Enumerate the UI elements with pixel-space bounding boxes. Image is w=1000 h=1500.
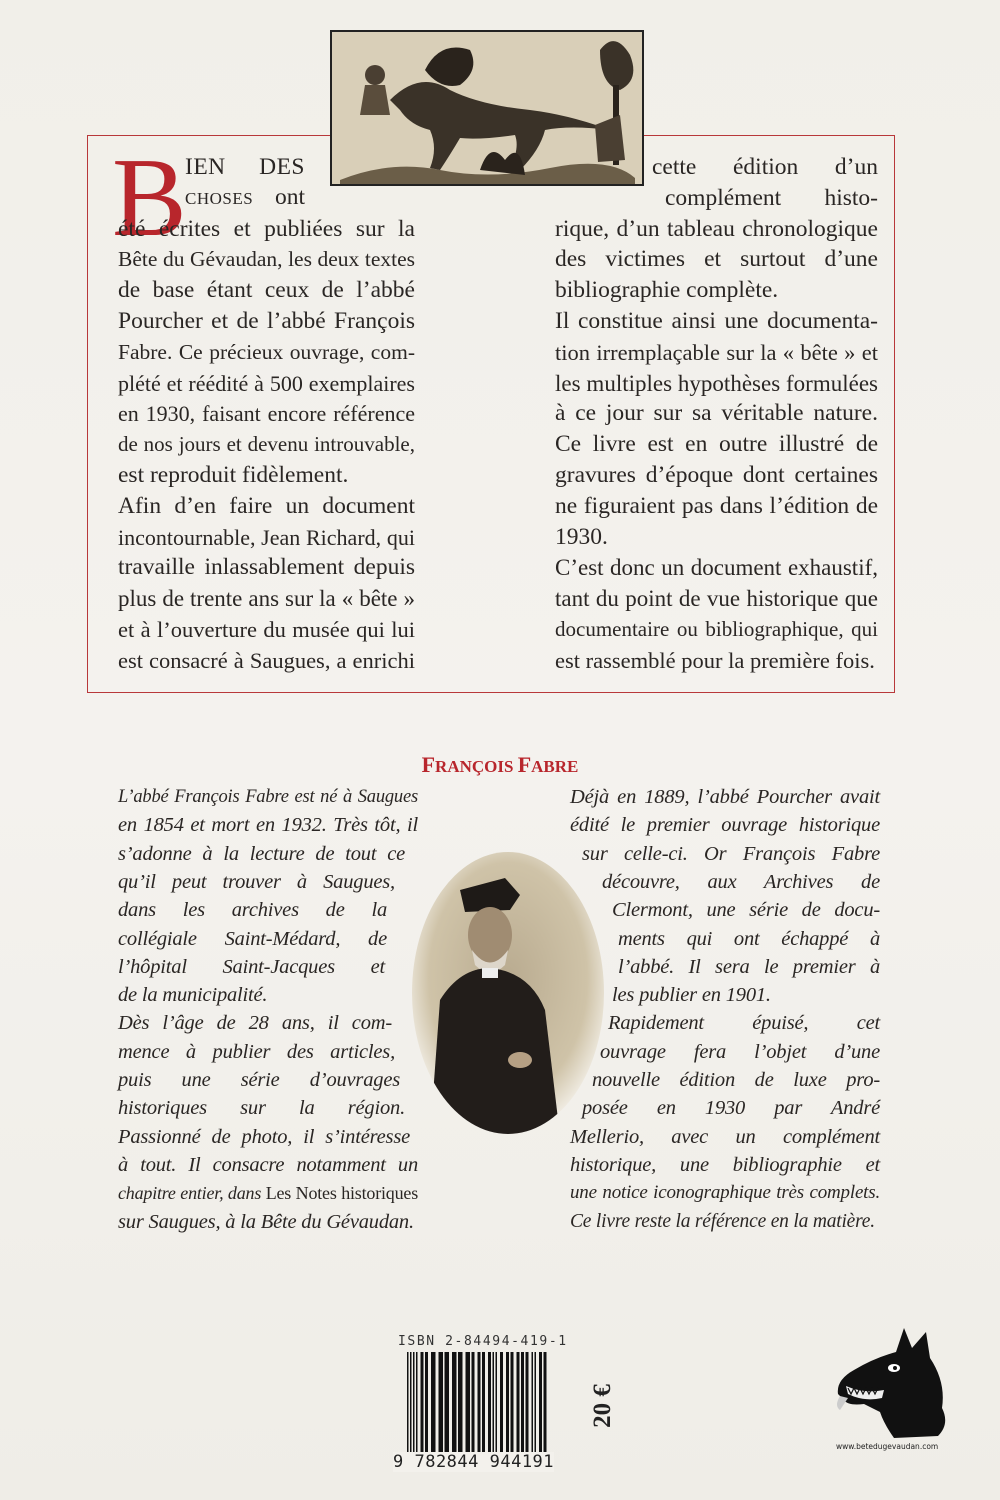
text-line: à tout. Il consacre notamment un bbox=[118, 1153, 418, 1176]
barcode-bar bbox=[532, 1352, 534, 1456]
text-line: l’abbé. Il sera le premier à bbox=[618, 955, 880, 978]
text-line: une notice iconographique très complets. bbox=[570, 1182, 880, 1204]
text-line: sur Saugues, à la Bête du Gévaudan. bbox=[118, 1210, 414, 1233]
portrait-photo bbox=[410, 850, 606, 1136]
text-line: historiques sur la région. bbox=[118, 1097, 405, 1120]
barcode-bar bbox=[521, 1352, 524, 1456]
barcode-bar bbox=[488, 1352, 491, 1456]
barcode-bar bbox=[539, 1352, 542, 1464]
text-line: été écrites et publiées sur la bbox=[118, 215, 415, 242]
text-segment: chapitre entier, dans bbox=[118, 1183, 266, 1204]
text-line: rique, d’un tableau chronologique bbox=[555, 215, 878, 242]
barcode-bar bbox=[445, 1352, 450, 1456]
text-line: s’adonne à la lecture de tout ce bbox=[118, 842, 405, 865]
text-line: des victimes et surtout d’une bbox=[555, 246, 878, 273]
text-line: C’est donc un document exhaustif, bbox=[555, 555, 878, 581]
text-line: sur celle-ci. Or François Fabre bbox=[582, 842, 880, 865]
text-line: Fabre. Ce précieux ouvrage, com- bbox=[118, 339, 415, 364]
text-line: gravures d’époque dont certaines bbox=[555, 462, 878, 488]
text-line: Il constitue ainsi une documenta- bbox=[555, 308, 878, 334]
text-line: plété et réédité à 500 exemplaires bbox=[118, 370, 415, 396]
drop-cap: B bbox=[112, 136, 187, 260]
barcode-bar bbox=[410, 1352, 412, 1464]
barcode-bar bbox=[496, 1352, 498, 1456]
text-line: en 1854 et mort en 1932. Très tôt, il bbox=[118, 814, 418, 837]
barcode-bar bbox=[482, 1352, 485, 1456]
text-line: collégiale Saint-Médard, de bbox=[118, 927, 387, 950]
text-line: Rapidement épuisé, cet bbox=[608, 1012, 880, 1035]
text-line: puis une série d’ouvrages bbox=[118, 1069, 400, 1091]
text-line: posée en 1930 par André bbox=[582, 1097, 880, 1120]
barcode-bar bbox=[472, 1352, 475, 1456]
text-line: tant du point de vue historique que bbox=[555, 586, 878, 612]
text-line: ne figuraient pas dans l’édition de bbox=[555, 492, 878, 519]
intro-caps: CHOSES bbox=[185, 189, 254, 208]
barcode-bar bbox=[511, 1352, 514, 1456]
text-line: édité le premier ouvrage historique bbox=[570, 814, 880, 837]
text-line: est reproduit fidèlement. bbox=[118, 462, 349, 488]
title-cap: F bbox=[517, 752, 532, 777]
price: 20 € bbox=[589, 1384, 616, 1428]
text-line: en 1930, faisant encore référence bbox=[118, 401, 415, 427]
text-line: ouvrage fera l’objet d’une bbox=[600, 1040, 880, 1063]
text-line: Passionné de photo, il s’intéresse bbox=[118, 1125, 410, 1148]
website-url: www.betedugevaudan.com bbox=[836, 1442, 939, 1451]
text-line: incontournable, Jean Richard, qui bbox=[118, 524, 415, 550]
intro-line bbox=[185, 182, 305, 213]
title-cap: F bbox=[421, 752, 436, 777]
text-line: mence à publier des articles, bbox=[118, 1040, 395, 1063]
barcode-bar bbox=[413, 1352, 415, 1456]
text-line: Mellerio, avec un complément bbox=[570, 1125, 880, 1148]
text-line: bibliographie complète. bbox=[555, 277, 779, 304]
barcode-bar bbox=[535, 1352, 537, 1456]
barcode-bar bbox=[526, 1352, 529, 1456]
text-line: est rassemblé pour la première fois. bbox=[555, 647, 875, 673]
text-line: 1930. bbox=[555, 523, 608, 550]
ean-digits: 9 782844 944191 bbox=[393, 1452, 555, 1472]
text-line: plus de trente ans sur la « bête » bbox=[118, 586, 415, 612]
intro-line: IEN DES bbox=[185, 154, 305, 180]
barcode-bar bbox=[466, 1352, 471, 1456]
text-line: les publier en 1901. bbox=[612, 984, 771, 1007]
text-line: qu’il peut trouver à Saugues, bbox=[118, 870, 395, 893]
barcode-bar bbox=[452, 1352, 457, 1456]
beast-woodcut-illustration bbox=[330, 30, 644, 186]
text-line: Afin d’en faire un document bbox=[118, 492, 415, 519]
text-line: nouvelle édition de luxe pro- bbox=[592, 1069, 880, 1091]
barcode-bar bbox=[407, 1352, 409, 1464]
barcode bbox=[393, 1332, 593, 1472]
title-rest: ABRE bbox=[531, 757, 579, 776]
text-line: de nos jours et devenu introuvable, bbox=[118, 432, 415, 457]
text-line: tion irremplaçable sur la « bête » et bbox=[555, 339, 878, 365]
barcode-bar bbox=[431, 1352, 436, 1456]
text-line: et à l’ouverture du musée qui lui bbox=[118, 617, 415, 642]
text-line: documentaire ou bibliographique, qui bbox=[555, 617, 878, 641]
text-line: dans les archives de la bbox=[118, 899, 387, 922]
text-line: Ce livre reste la référence en la matière. bbox=[570, 1210, 875, 1232]
text-line: est consacré à Saugues, a enrichi bbox=[118, 647, 415, 673]
barcode-bar bbox=[478, 1352, 481, 1456]
text-line: Dès l’âge de 28 ans, il com- bbox=[118, 1012, 392, 1035]
title-rest: RANÇOIS bbox=[435, 757, 518, 776]
text-line: L’abbé François Fabre est né à Saugues bbox=[118, 787, 418, 807]
barcode-bar bbox=[506, 1352, 509, 1456]
bio-title bbox=[0, 752, 1000, 778]
text-line: cette édition d’un bbox=[652, 154, 878, 180]
barcode-bar bbox=[439, 1352, 444, 1456]
text-line: Clermont, une série de docu- bbox=[612, 899, 880, 922]
text-line: l’hôpital Saint-Jacques et bbox=[118, 955, 385, 978]
barcode-bar bbox=[458, 1352, 463, 1456]
text-line: ments qui ont échappé à bbox=[618, 927, 880, 950]
barcode-bar bbox=[416, 1352, 418, 1456]
text-line bbox=[118, 1179, 418, 1207]
text-line: travaille inlassablement depuis bbox=[118, 554, 415, 581]
text-line: découvre, aux Archives de bbox=[602, 870, 880, 893]
barcode-bar bbox=[544, 1352, 547, 1464]
barcode-bar bbox=[517, 1352, 520, 1456]
text-line: de base étant ceux de l’abbé bbox=[118, 277, 415, 304]
barcode-bar bbox=[425, 1352, 428, 1456]
text-line: Ce livre est en outre illustré de bbox=[555, 431, 878, 458]
barcode-bar bbox=[500, 1352, 503, 1456]
barcode-bar bbox=[493, 1352, 495, 1456]
text-line: Bête du Gévaudan, les deux textes bbox=[118, 247, 415, 272]
text-line: à ce jour sur sa véritable nature. bbox=[555, 400, 878, 427]
text-line: historique, une bibliographie et bbox=[570, 1153, 880, 1176]
intro-rest: ont bbox=[253, 184, 305, 210]
wolf-head-icon bbox=[834, 1324, 954, 1442]
text-line: Pourcher et de l’abbé François bbox=[118, 308, 415, 334]
text-line: de la municipalité. bbox=[118, 984, 268, 1007]
barcode-bar bbox=[421, 1352, 424, 1456]
isbn-text: ISBN 2-84494-419-1 bbox=[398, 1334, 568, 1349]
text-line: Déjà en 1889, l’abbé Pourcher avait bbox=[570, 786, 880, 808]
book-title: Les Notes historiques bbox=[265, 1183, 419, 1204]
text-line: complément histo- bbox=[665, 184, 878, 211]
text-line: les multiples hypothèses formulées bbox=[555, 370, 878, 396]
